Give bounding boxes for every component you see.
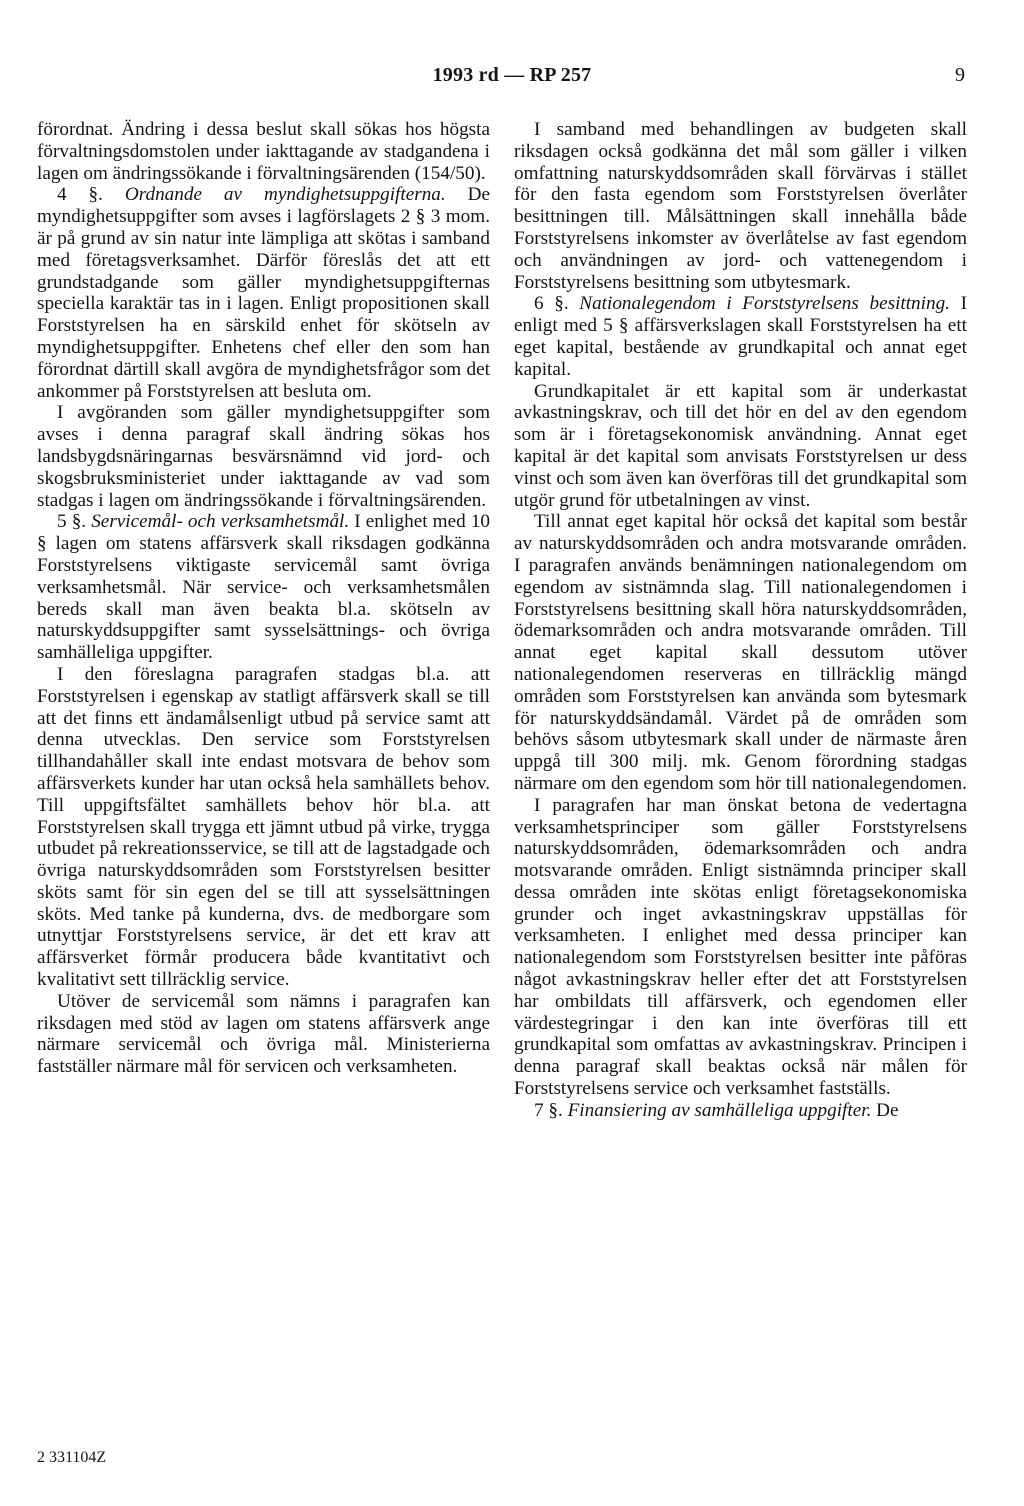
section-heading: Nationalegendom i Forststyrelsens besittning. bbox=[579, 293, 950, 315]
paragraph-text: förordnat. Ändring i dessa beslut skall sökas hos högsta förvaltningsdomstolen under iakttagande av stadgandena i lagen om ändringssökande i förvaltningsärenden (154/50). bbox=[37, 119, 490, 184]
paragraph-text: Till annat eget kapital hör också det kapital som består av naturskyddsområden och andra motsvarande områden. I paragrafen används benämningen nationalegendom om egendom av sistnämnda slag. Till nationalegendomen i Forststyrelsens besittning skall höra naturskyddsområden, ödemarksområden och andra motsvarande områden. Till annat eget kapital skall dessutom utöver nationalegendomen reserveras en tillräcklig mängd områden som Forststyrelsen kan använda som bytesmark för naturskyddsändamål. Värdet på de områden som behövs såsom utbytesmark skall under de närmaste åren uppgå till 300 milj. mk. Genom förordning stadgas närmare om den egendom som hör till nationalegendomen. bbox=[514, 511, 967, 794]
paragraph bbox=[514, 795, 967, 1100]
section-paragraph bbox=[514, 293, 967, 380]
section-paragraph bbox=[37, 184, 490, 402]
section-number: 6 §. bbox=[534, 293, 580, 315]
section-paragraph bbox=[37, 511, 490, 664]
section-heading: Ordnande av myndighetsuppgifterna. bbox=[124, 184, 446, 206]
page-number: 9 bbox=[955, 64, 965, 86]
section-heading: Servicemål- och verksamhetsmål. bbox=[91, 511, 350, 533]
paragraph bbox=[37, 991, 490, 1078]
print-code: 2 331104Z bbox=[37, 1449, 107, 1466]
section-number: 5 §. bbox=[57, 511, 92, 533]
section-heading: Finansiering av samhälleliga uppgifter. bbox=[567, 1099, 872, 1121]
paragraph-text: Grundkapitalet är ett kapital som är underkastat avkastningskrav, och till det hör en del av den egendom som är i företagsekonomisk användning. Annat eget kapital är det kapital som anvisats Forststyrelsen ur dess vinst och som även kan överföras till det grundkapital som utgör grund för utbetalningen av vinst. bbox=[514, 380, 967, 511]
paragraph bbox=[37, 402, 490, 511]
section-number: 7 §. bbox=[534, 1099, 568, 1121]
paragraph-text: De myndighetsuppgifter som avses i lagförslagets 2 § 3 mom. är på grund av sin natur inte lämpliga att skötas i samband med företagsverksamhet. Därför föreslås det att ett grundstadgande som gäller myndighetsuppgifternas speciella karaktär tas in i lagen. Enligt propositionen skall Forststyrelsen ha en särskild enhet för skötseln av myndighetsuppgifter. Enhetens chef eller den som han förordnat därtill skall avgöra de myndighetsfrågor som det ankommer på Forststyrelsen att besluta om. bbox=[37, 184, 491, 402]
right-column bbox=[514, 119, 967, 1122]
paragraph bbox=[37, 119, 490, 184]
paragraph-text: I paragrafen har man önskat betona de vedertagna verksamhetsprinciper som gäller Forststyrelsens naturskyddsområden, ödemarksområden och andra motsvarande områden. Enligt sistnämnda principer skall dessa områden inte skötas enligt företagsekonomiska grunder och inget avkastningskrav uppställas för verksamheten. I enlighet med dessa principer kan nationalegendom som Forststyrelsen besitter inte påföras något avkastningskrav heller efter det att Forststyrelsen har ombildats till affärsverk, och egendomen eller värdestegringar i den kan inte överföras till ett grundkapital som omfattas av avkastningskrav. Principen i denna paragraf skall beaktas också när målen för Forststyrelsens service och verksamhet fastställs. bbox=[514, 794, 967, 1100]
running-head: 1993 rd — RP 257 bbox=[432, 64, 592, 86]
paragraph bbox=[514, 381, 967, 512]
left-column bbox=[37, 119, 490, 1078]
paragraph-text: I enligt med 5 § affärsverkslagen skall Forststyrelsen ha ett eget kapital, bestående av grundkapital och annat eget kapital. bbox=[514, 293, 967, 380]
paragraph-text: I samband med behandlingen av budgeten skall riksdagen också godkänna det mål som gäller i vilken omfattning naturskyddsområden skall förvärvas i stället för den fasta egendom som Forststyrelsen överlåter besittningen till. Målsättningen skall innehålla både Forststyrelsens inkomster av överlåtelse av fast egendom och användningen av jord- och vattenegendom i Forststyrelsens besittning som utbytesmark. bbox=[514, 119, 967, 293]
paragraph-text: I avgöranden som gäller myndighetsuppgifter som avses i denna paragraf skall ändring sökas hos landsbygdsnäringarnas besvärsnämnd vid jord- och skogsbruksministeriet under iakttagande av vad som stadgas i lagen om ändringssökande i förvaltningsärenden. bbox=[37, 402, 490, 511]
paragraph-text: I den föreslagna paragrafen stadgas bl.a. att Forststyrelsen i egenskap av statligt affärsverk skall se till att det finns ett ändamålsenligt utbud på service samt att denna utvecklas. Den service som Forststyrelsen tillhandahåller skall inte endast motsvara de behov som affärsverkets kunder har utan också hela samhällets behov. Till uppgiftsfältet samhällets behov hör bl.a. att Forststyrelsen skall trygga ett jämnt utbud på virke, trygga utbudet på rekreationsservice, se till att de lagstadgade och övriga naturskyddsområden som Forststyrelsen besitter sköts samt för sin egen del se till att sysselsättningen sköts. Med tanke på kunderna, dvs. de medborgare som utnyttjar Forststyrelsens service, är det ett krav att affärsverket förmår producera både kvantitativt och kvalitativt sett tillräcklig service. bbox=[37, 663, 490, 991]
paragraph-text: Utöver de servicemål som nämns i paragrafen kan riksdagen med stöd av lagen om statens affärsverk ange närmare servicemål och övriga mål. Ministerierna fastställer närmare mål för servicen och verksamheten. bbox=[37, 990, 490, 1078]
paragraph bbox=[514, 511, 967, 794]
paragraph-text: De bbox=[871, 1099, 899, 1121]
paragraph-text: I enlighet med 10 § lagen om statens affärsverk skall riksdagen godkänna Forststyrelsens viktigaste servicemål samt övriga verksamhetsmål. När service- och verksamhetsmålen bereds skall man även beakta bl.a. skötseln av naturskyddsuppgifter samt sysselsättnings- och övriga samhälleliga uppgifter. bbox=[37, 511, 491, 664]
paragraph bbox=[37, 664, 490, 991]
section-number: 4 §. bbox=[57, 184, 125, 206]
section-paragraph bbox=[514, 1100, 967, 1122]
paragraph bbox=[514, 119, 967, 293]
